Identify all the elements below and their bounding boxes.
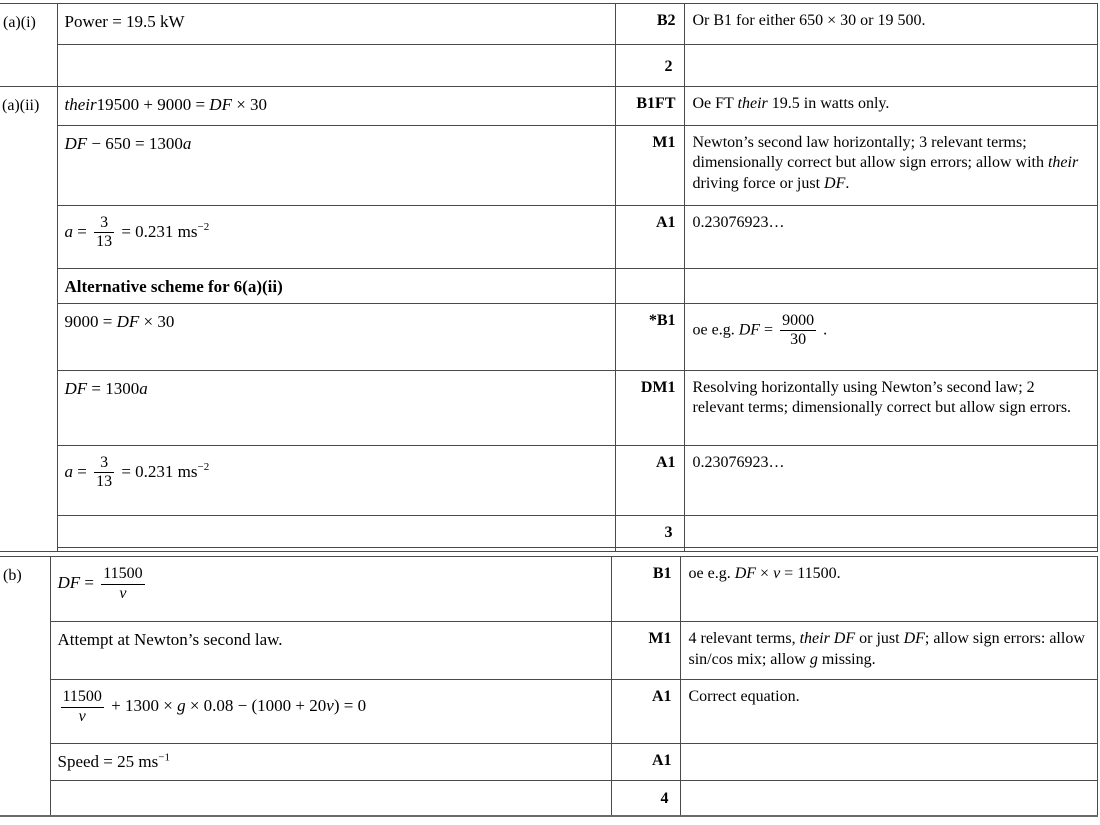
- table-row: [0, 446, 1097, 516]
- mark-cell: B1: [611, 557, 680, 622]
- question-label: (b): [3, 567, 22, 585]
- mark-cell: DM1: [615, 371, 684, 446]
- guidance-cell: 4 relevant terms, their DF or just DF; allow sign errors: allow sin/cos mix; allow g missing.: [680, 622, 1097, 680]
- answer-cell: a = $\frac{3}{13}$ = 0.231 $ms^{-2}$: [57, 206, 615, 269]
- table-row: [0, 781, 1097, 816]
- total-marks-cell: 2: [615, 45, 684, 87]
- question-number-cell: [0, 557, 50, 816]
- mark-cell: [615, 269, 684, 304]
- mark-cell: B1FT: [615, 87, 684, 126]
- mark-cell: A1: [611, 744, 680, 781]
- answer-cell: DF = 1300a: [57, 371, 615, 446]
- mark-cell: M1: [611, 622, 680, 680]
- question-number-cell: [0, 87, 57, 552]
- mark-scheme-table-part-a: [0, 3, 1098, 552]
- mark-cell: A1: [611, 680, 680, 744]
- guidance-cell: [680, 781, 1097, 816]
- table-row: [0, 557, 1097, 622]
- question-label: (a)(ii): [2, 97, 40, 114]
- guidance-cell: 0.23076923…: [684, 206, 1097, 269]
- guidance-cell: Newton’s second law horizontally; 3 relevant terms; dimensionally correct but allow sign errors; allow with their driving force or just DF.: [684, 126, 1097, 206]
- guidance-cell: [680, 744, 1097, 781]
- spacer-cell: [615, 548, 684, 552]
- answer-cell: DF − 650 = 1300a: [57, 126, 615, 206]
- mark-cell: B2: [615, 4, 684, 45]
- guidance-cell: Resolving horizontally using Newton’s second law; 2 relevant terms; dimensionally correct but allow sign errors.: [684, 371, 1097, 446]
- answer-cell: [50, 781, 611, 816]
- table-row: [0, 4, 1097, 45]
- mark-cell: M1: [615, 126, 684, 206]
- guidance-cell: Oe FT their 19.5 in watts only.: [684, 87, 1097, 126]
- table-row: [0, 269, 1097, 304]
- mark-cell: *B1: [615, 304, 684, 371]
- answer-cell: Power = 19.5 kW: [57, 4, 615, 45]
- answer-cell: 9000 = DF × 30: [57, 304, 615, 371]
- guidance-cell: [684, 516, 1097, 548]
- mark-scheme-table-part-b: [0, 556, 1098, 817]
- guidance-cell: oe e.g. DF = $\frac{9000}{30}$ .: [684, 304, 1097, 371]
- answer-cell: [57, 45, 615, 87]
- guidance-cell: 0.23076923…: [684, 446, 1097, 516]
- table-row: [0, 371, 1097, 446]
- table-row: [0, 45, 1097, 87]
- table-row: [0, 680, 1097, 744]
- mark-cell: A1: [615, 206, 684, 269]
- mark-cell: A1: [615, 446, 684, 516]
- question-number-cell: [0, 4, 57, 87]
- table-row: [0, 548, 1097, 552]
- answer-cell: their19500 + 9000 = DF × 30: [57, 87, 615, 126]
- guidance-cell: oe e.g. DF × v = 11500.: [680, 557, 1097, 622]
- answer-cell: Speed = 25 $ms^{-1}$: [50, 744, 611, 781]
- table-row: [0, 744, 1097, 781]
- answer-cell: a = $\frac{3}{13}$ = 0.231 $ms^{-2}$: [57, 446, 615, 516]
- answer-cell: $\frac{11500}{v}$ + 1300 × g × 0.08 − (1000 + 20v) = 0: [50, 680, 611, 744]
- table-row: [0, 304, 1097, 371]
- answer-cell: Attempt at Newton’s second law.: [50, 622, 611, 680]
- guidance-cell: Or B1 for either 650 × 30 or 19 500.: [684, 4, 1097, 45]
- table-row: [0, 87, 1097, 126]
- answer-cell: Alternative scheme for 6(a)(ii): [57, 269, 615, 304]
- guidance-cell: [684, 45, 1097, 87]
- guidance-cell: Correct equation.: [680, 680, 1097, 744]
- table-row: [0, 622, 1097, 680]
- answer-cell: DF = $\frac{11500}{v}$: [50, 557, 611, 622]
- total-marks-cell: 4: [611, 781, 680, 816]
- question-label: (a)(i): [3, 14, 36, 31]
- table-row: [0, 206, 1097, 269]
- guidance-cell: [684, 269, 1097, 304]
- spacer-cell: [57, 548, 615, 552]
- answer-cell: [57, 516, 615, 548]
- table-row: [0, 516, 1097, 548]
- spacer-cell: [684, 548, 1097, 552]
- total-marks-cell: 3: [615, 516, 684, 548]
- table-row: [0, 126, 1097, 206]
